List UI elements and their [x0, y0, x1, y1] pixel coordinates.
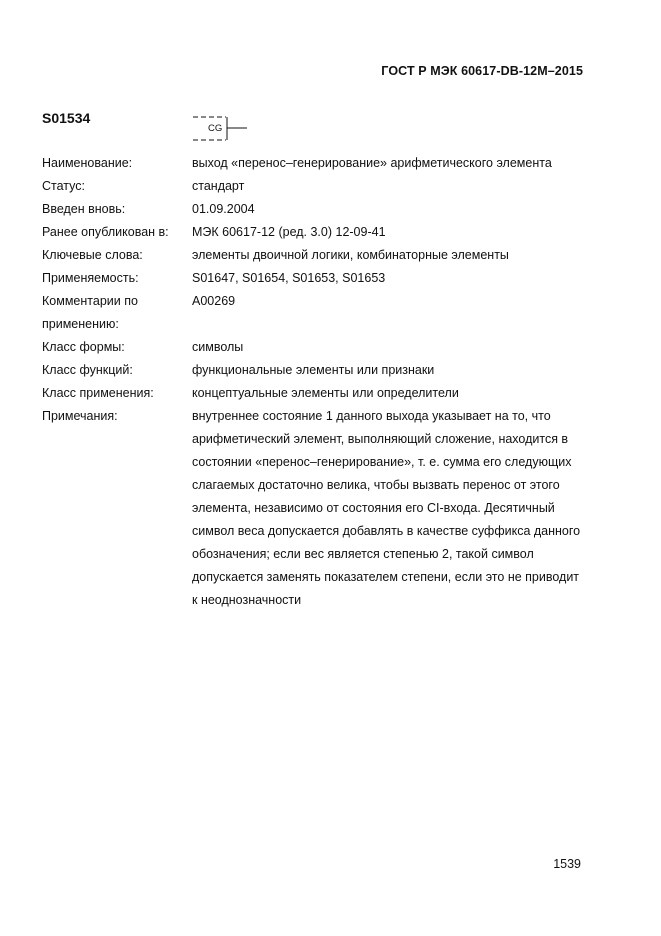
field-value: выход «перенос–генерирование» арифметического элемента — [192, 156, 552, 170]
field-label: Ранее опубликован в: — [42, 225, 169, 239]
symbol-cg-label: CG — [208, 123, 223, 134]
symbol-code: S01534 — [42, 110, 91, 126]
field-row-previously-published — [42, 221, 587, 244]
field-value: S01647, S01654, S01653, S01653 — [192, 271, 386, 285]
field-label: Ключевые слова: — [42, 248, 143, 262]
field-value: стандарт — [192, 179, 245, 193]
field-row-applicability — [42, 267, 587, 290]
field-row-status — [42, 175, 587, 198]
field-row-introduced — [42, 198, 587, 221]
field-label: Применяемость: — [42, 271, 139, 285]
page-number: 1539 — [553, 857, 581, 871]
field-row-application-class — [42, 382, 587, 405]
field-value: символы — [192, 340, 244, 354]
field-row-keywords — [42, 244, 587, 267]
field-label: Класс функций: — [42, 363, 133, 377]
field-label: Примечания: — [42, 409, 118, 423]
field-row-form-class — [42, 336, 587, 359]
field-row-notes — [42, 405, 587, 612]
field-value: внутреннее состояние 1 данного выхода указывает на то, что арифметический элемент, выполняющий сложение, находится в состоянии «перенос–генерирование», т. е. сумма его следующих слагаемых достаточно велика, чтобы вызвать перенос от этого элемента, независимо от состояния его CI-входа. Десятичный символ веса допускается добавлять в качестве суффикса данного обозначения; если вес является степенью 2, такой символ допускается заменять показателем степени, если это не приводит к неоднозначности — [192, 409, 581, 607]
field-label: Класс формы: — [42, 340, 125, 354]
standard-designation: ГОСТ Р МЭК 60617-DB-12M–2015 — [381, 64, 583, 78]
field-value: концептуальные элементы или определители — [192, 386, 459, 400]
field-value: функциональные элементы или признаки — [192, 363, 435, 377]
field-row-name — [42, 152, 587, 175]
field-value: элементы двоичной логики, комбинаторные элементы — [192, 248, 509, 262]
field-value: МЭК 60617-12 (ред. 3.0) 12-09-41 — [192, 225, 386, 239]
field-row-application-notes — [42, 290, 587, 336]
field-label: Статус: — [42, 179, 85, 193]
field-label: Класс применения: — [42, 386, 154, 400]
field-label: Введен вновь: — [42, 202, 126, 216]
entry-fields — [42, 152, 587, 612]
field-row-function-class — [42, 359, 587, 382]
field-label: Комментарии по применению: — [42, 294, 138, 331]
field-value: A00269 — [192, 294, 236, 308]
field-label: Наименование: — [42, 156, 133, 170]
field-value: 01.09.2004 — [192, 202, 255, 216]
